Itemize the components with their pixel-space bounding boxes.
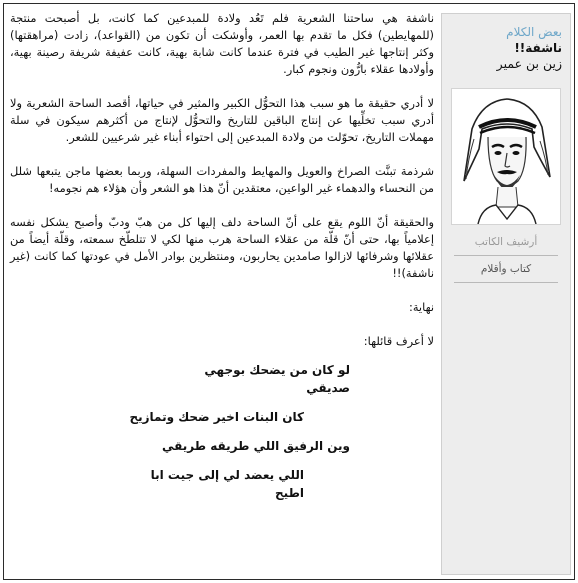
author-archive-link[interactable]: أرشيف الكاتب <box>474 236 538 248</box>
author-name: زين بن عمير <box>496 56 562 71</box>
section-name: بعض الكلام <box>506 25 562 39</box>
article-paragraph-4: والحقيقة أنّ اللوم يقع على أنّ الساحة دلف إليها كل من هبّ ودبّ وأصبح يشكل نفسه إعلامياً بها، حتى أنّ قلّة من عقلاء الساحة هرب منها لكي لا تتلطّخ سمعته، وقلّة أيضاً من عقلائها وشرفائها لازالوا صامدين يحاربون، ومنتظرين بوادر الأمل في عودتها كما كانت (غير ناشفة)!! <box>10 215 434 280</box>
poem-verse-1 <box>10 361 350 397</box>
author-portrait-sketch <box>452 89 560 224</box>
poem-verse-2-line-1: كان البنات اخير ضحك وتمازيح <box>129 410 304 424</box>
poem-verse-3-line-1: وين الرفيق اللي طريقه طريقي <box>161 439 350 453</box>
sidebar-header <box>450 24 562 72</box>
poem-verse-1-line-1: لو كان من يضحك بوجهي <box>204 363 350 377</box>
page-frame <box>3 3 575 580</box>
article-paragraph-2: لا أدري حقيقة ما هو سبب هذا التحوُّل الكبير والمثير في حياتها، أقصد الساحة الشعرية ولا أدري سبب تخلِّيها عن إنتاج الباقين للتاريخ والتحوُّل لإنتاج من أكثرهم سيكون في سلة مهملات التاريخ، تحوّلت من ولادة المبدعين إلى احتواء أبناء غير شرعيين للشعر. <box>10 96 434 144</box>
article-body <box>10 10 434 578</box>
article-paragraph-1: ناشفة هي ساحتنا الشعرية فلم تَعُد ولادة للمبدعين كما كانت، بل أصبحت منتجة (للمهايطين) فكل ما تقدم بها العمر، وأوشكت أن تكون من (القواعد)، زادت (مراهقتها) وكثر إنتاجها غير الطيب في فترة عندما كانت شابة بهية، كانت عفيفة شريفة رصينة بهية، وأولادها عقلاء بارُّون ونجوم كبار. <box>10 11 434 76</box>
poem-verse-2 <box>10 408 304 426</box>
sidebar-divider-2 <box>454 282 558 283</box>
author-portrait <box>451 88 561 225</box>
author-sidebar <box>441 13 571 575</box>
article-ending-label: نهاية: <box>408 300 434 314</box>
poem <box>10 361 434 502</box>
poem-verse-1-line-2: صديقي <box>306 381 350 395</box>
poem-verse-4 <box>10 466 304 502</box>
poem-verse-4-line-1: اللي يعضد لي إلى جيت ابا <box>150 468 304 482</box>
article-paragraph-3: شرذمة تبنَّت الصراخ والعويل والمهايط والمفردات السهلة، وربما بعضها ماجن يتبعها شلل من النحساء والدهماء غير الواعين، معتقدين أنّ هذا هو الشعر وأن هؤلاء هم نجومه! <box>10 164 434 195</box>
article-title: ناشفة!! <box>514 41 562 55</box>
quote-intro: لا أعرف قائلها: <box>363 334 434 348</box>
writers-link[interactable]: كتاب وأقلام <box>480 263 532 275</box>
poem-verse-4-line-2: اطيح <box>275 486 304 500</box>
sidebar-divider <box>454 255 558 256</box>
poem-verse-3 <box>10 437 350 455</box>
